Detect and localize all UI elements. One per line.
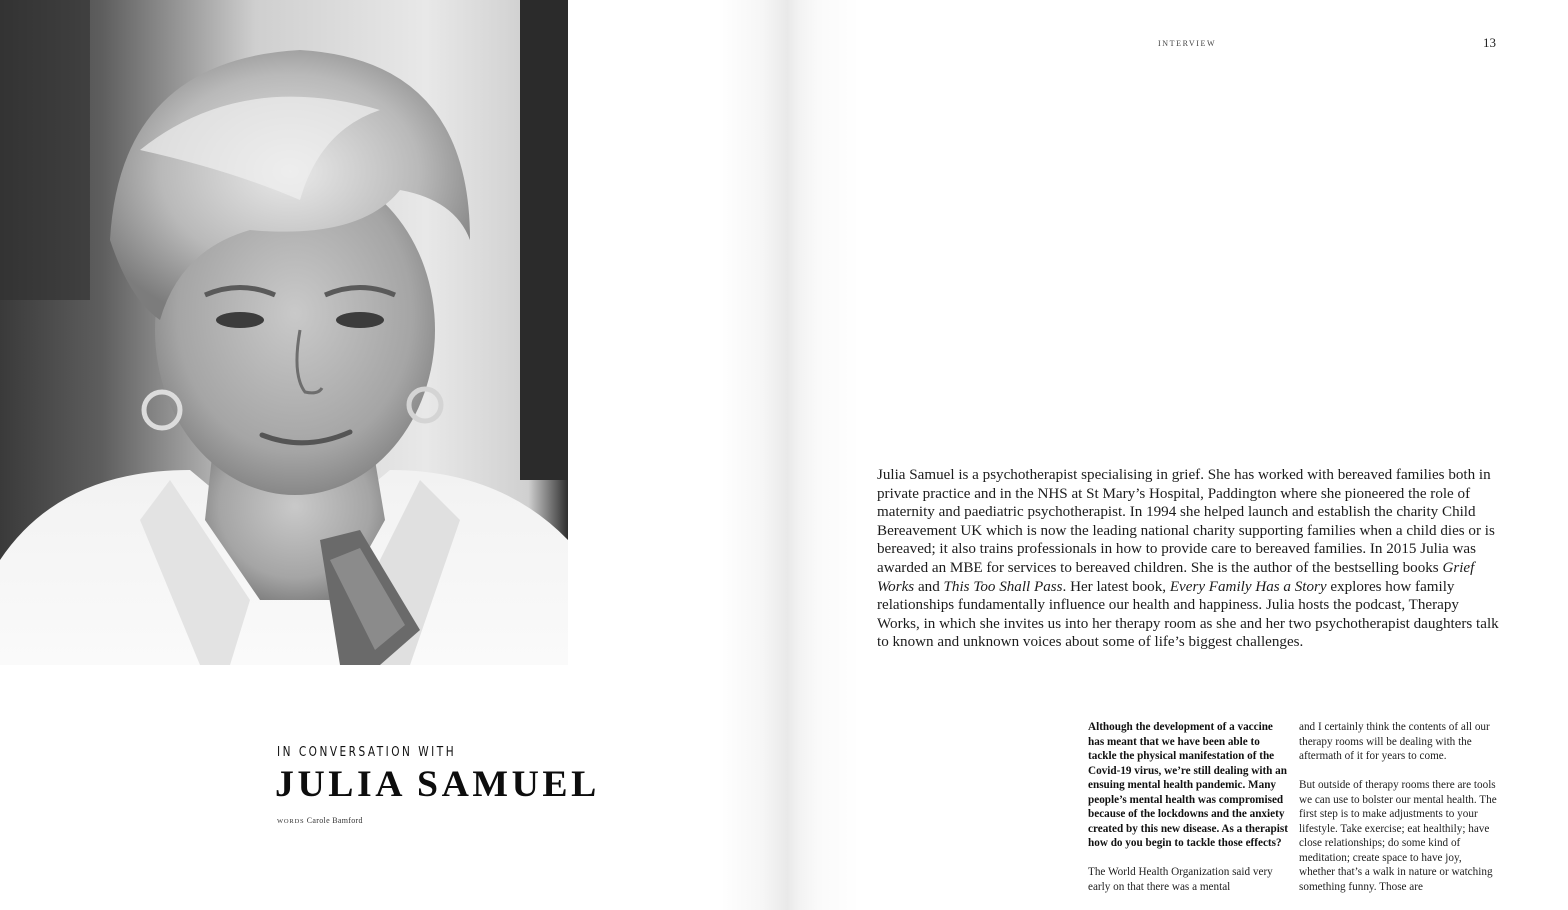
byline: [277, 816, 363, 825]
intro-segment: explores how family relationships fundamentally influence our health and happiness. Julia hosts the podcast, Therapy Works, in which she invites us into her therapy room as she and her two psychotherapist daughters talk to known and unknown voices about some of life’s biggest challenges.: [877, 578, 1499, 651]
running-head: INTERVIEW: [1158, 39, 1217, 48]
interview-answer: But outside of therapy rooms there are tools we can use to bolster our mental health. The first step is to make adjustments to your lifestyle. Take exercise; eat healthily; have close relationships; do some kind of meditation; create space to have joy, whether that’s a walk in nature or watching something funny. Those are: [1299, 779, 1497, 893]
article-title: JULIA SAMUEL: [275, 764, 600, 805]
byline-label: WORDS: [277, 818, 305, 825]
portrait-illustration: [0, 0, 568, 665]
article-kicker: IN CONVERSATION WITH: [277, 744, 457, 760]
interview-question: Although the development of a vaccine has meant that we have been able to tackle the physical manifestation of the Covid-19 virus, we’re still dealing with an ensuing mental health pandemic. Many people’s mental health was compromised because of the lockdowns and the anxiety created by this new disease. As a therapist how do you begin to tackle those effects?: [1088, 721, 1288, 849]
intro-paragraph: [877, 466, 1502, 652]
intro-segment: . Her latest book,: [1062, 578, 1170, 595]
book-title: Grief Works: [877, 559, 1475, 595]
intro-segment: Julia Samuel is a psychotherapist specialising in grief. She has worked with bereaved families both in private practice and in the NHS at St Mary’s Hospital, Paddington where she pioneered the role of maternity and paediatric psychotherapist. In 1994 she helped launch and establish the charity Child Bereavement UK which is now the leading national charity supporting families when a child dies or is bereaved; it also trains professionals in how to provide care to bereaved families. In 2015 Julia was awarded an MBE for services to bereaved children. She is the author of the bestselling books: [877, 467, 1495, 576]
book-title: Every Family Has a Story: [1169, 578, 1327, 595]
book-title: This Too Shall Pass: [943, 578, 1063, 595]
interview-answer: and I certainly think the contents of all our therapy rooms will be dealing with the aftermath of it for years to come.: [1299, 721, 1490, 762]
interview-answer: The World Health Organization said very early on that there was a mental: [1088, 866, 1273, 893]
intro-segment: and: [914, 578, 944, 595]
intro-text: [877, 466, 1502, 652]
portrait-photo: [0, 0, 568, 665]
byline-author: Carole Bamford: [306, 816, 363, 825]
page-gutter-shadow: [720, 0, 860, 910]
body-column-1: [1088, 720, 1288, 909]
page-number: 13: [1483, 35, 1496, 50]
body-column-2: [1299, 720, 1499, 909]
